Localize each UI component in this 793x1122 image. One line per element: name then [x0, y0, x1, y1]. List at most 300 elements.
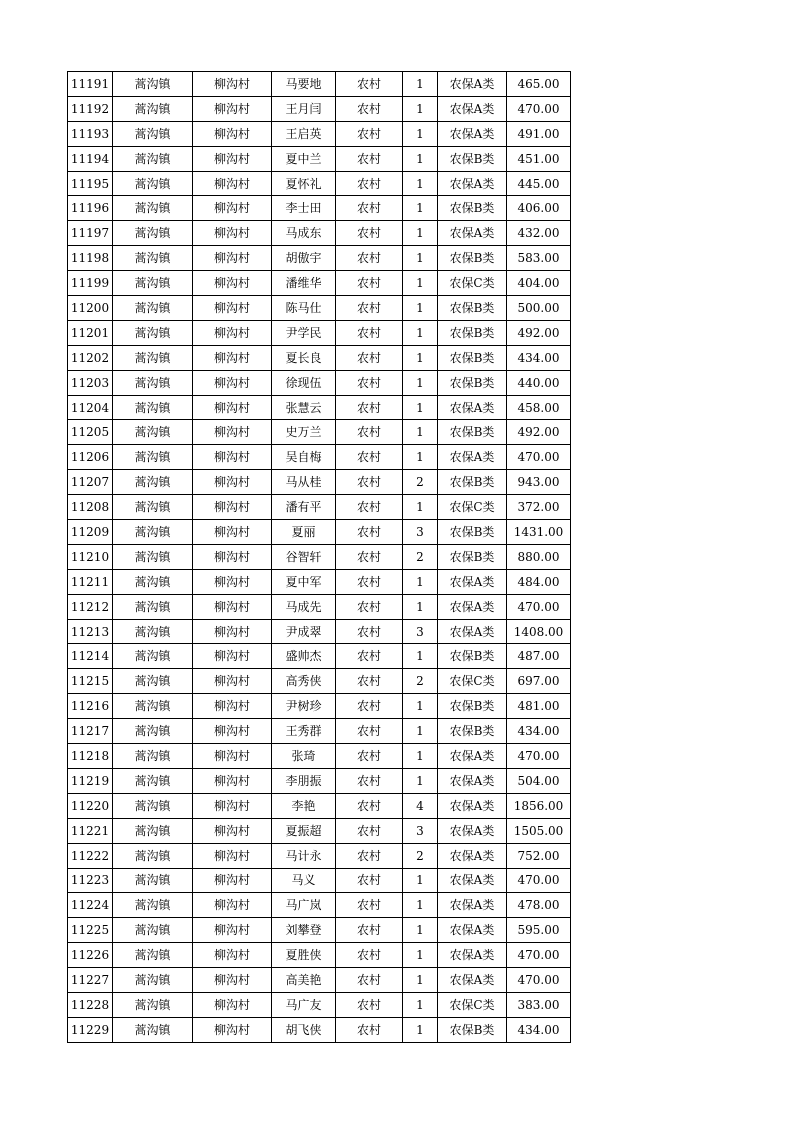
town-cell: 蒿沟镇	[113, 520, 193, 545]
amount-cell: 445.00	[507, 171, 571, 196]
town-cell: 蒿沟镇	[113, 445, 193, 470]
insurance-category-cell: 农保C类	[438, 669, 507, 694]
member-count-cell: 1	[403, 370, 438, 395]
town-cell: 蒿沟镇	[113, 818, 193, 843]
member-count-cell: 1	[403, 569, 438, 594]
town-cell: 蒿沟镇	[113, 495, 193, 520]
amount-cell: 470.00	[507, 445, 571, 470]
amount-cell: 484.00	[507, 569, 571, 594]
name-cell: 史万兰	[272, 420, 336, 445]
insurance-category-cell: 农保A类	[438, 96, 507, 121]
amount-cell: 500.00	[507, 296, 571, 321]
record-number-cell: 11201	[68, 320, 113, 345]
member-count-cell: 1	[403, 943, 438, 968]
village-cell: 柳沟村	[193, 445, 272, 470]
table-row	[68, 296, 571, 321]
name-cell: 张慧云	[272, 395, 336, 420]
village-cell: 柳沟村	[193, 420, 272, 445]
name-cell: 高美艳	[272, 968, 336, 993]
roster-body	[68, 72, 571, 1043]
insurance-category-cell: 农保B类	[438, 370, 507, 395]
record-number-cell: 11195	[68, 171, 113, 196]
member-count-cell: 1	[403, 992, 438, 1017]
insurance-category-cell: 农保B类	[438, 644, 507, 669]
member-count-cell: 1	[403, 868, 438, 893]
table-row	[68, 818, 571, 843]
household-type-cell: 农村	[336, 918, 403, 943]
name-cell: 高秀侠	[272, 669, 336, 694]
name-cell: 马从桂	[272, 470, 336, 495]
town-cell: 蒿沟镇	[113, 470, 193, 495]
household-type-cell: 农村	[336, 694, 403, 719]
amount-cell: 880.00	[507, 544, 571, 569]
member-count-cell: 1	[403, 171, 438, 196]
amount-cell: 372.00	[507, 495, 571, 520]
name-cell: 王月闫	[272, 96, 336, 121]
insurance-category-cell: 农保A类	[438, 72, 507, 97]
village-cell: 柳沟村	[193, 395, 272, 420]
household-type-cell: 农村	[336, 146, 403, 171]
table-row	[68, 868, 571, 893]
insurance-category-cell: 农保B类	[438, 246, 507, 271]
town-cell: 蒿沟镇	[113, 694, 193, 719]
village-cell: 柳沟村	[193, 271, 272, 296]
amount-cell: 465.00	[507, 72, 571, 97]
amount-cell: 492.00	[507, 320, 571, 345]
amount-cell: 440.00	[507, 370, 571, 395]
town-cell: 蒿沟镇	[113, 768, 193, 793]
amount-cell: 487.00	[507, 644, 571, 669]
town-cell: 蒿沟镇	[113, 171, 193, 196]
amount-cell: 470.00	[507, 96, 571, 121]
village-cell: 柳沟村	[193, 296, 272, 321]
amount-cell: 504.00	[507, 768, 571, 793]
household-type-cell: 农村	[336, 196, 403, 221]
member-count-cell: 1	[403, 445, 438, 470]
insurance-category-cell: 农保A类	[438, 569, 507, 594]
member-count-cell: 2	[403, 843, 438, 868]
member-count-cell: 2	[403, 470, 438, 495]
record-number-cell: 11197	[68, 221, 113, 246]
name-cell: 夏振超	[272, 818, 336, 843]
member-count-cell: 1	[403, 271, 438, 296]
name-cell: 潘有平	[272, 495, 336, 520]
village-cell: 柳沟村	[193, 146, 272, 171]
table-row	[68, 594, 571, 619]
town-cell: 蒿沟镇	[113, 96, 193, 121]
insurance-category-cell: 农保C类	[438, 992, 507, 1017]
town-cell: 蒿沟镇	[113, 594, 193, 619]
table-row	[68, 544, 571, 569]
member-count-cell: 1	[403, 694, 438, 719]
table-row	[68, 943, 571, 968]
member-count-cell: 1	[403, 72, 438, 97]
table-row	[68, 495, 571, 520]
name-cell: 马成先	[272, 594, 336, 619]
member-count-cell: 1	[403, 296, 438, 321]
table-row	[68, 918, 571, 943]
household-type-cell: 农村	[336, 768, 403, 793]
name-cell: 谷智轩	[272, 544, 336, 569]
village-cell: 柳沟村	[193, 72, 272, 97]
member-count-cell: 3	[403, 619, 438, 644]
town-cell: 蒿沟镇	[113, 719, 193, 744]
record-number-cell: 11202	[68, 345, 113, 370]
household-type-cell: 农村	[336, 470, 403, 495]
insurance-category-cell: 农保A类	[438, 943, 507, 968]
member-count-cell: 1	[403, 146, 438, 171]
record-number-cell: 11224	[68, 893, 113, 918]
member-count-cell: 1	[403, 1017, 438, 1042]
household-type-cell: 农村	[336, 221, 403, 246]
name-cell: 夏中兰	[272, 146, 336, 171]
insurance-category-cell: 农保B类	[438, 296, 507, 321]
amount-cell: 478.00	[507, 893, 571, 918]
village-cell: 柳沟村	[193, 619, 272, 644]
name-cell: 张琦	[272, 744, 336, 769]
household-type-cell: 农村	[336, 818, 403, 843]
village-cell: 柳沟村	[193, 644, 272, 669]
insurance-category-cell: 农保A类	[438, 843, 507, 868]
member-count-cell: 1	[403, 320, 438, 345]
town-cell: 蒿沟镇	[113, 744, 193, 769]
record-number-cell: 11221	[68, 818, 113, 843]
record-number-cell: 11203	[68, 370, 113, 395]
household-type-cell: 农村	[336, 992, 403, 1017]
town-cell: 蒿沟镇	[113, 918, 193, 943]
amount-cell: 481.00	[507, 694, 571, 719]
record-number-cell: 11194	[68, 146, 113, 171]
village-cell: 柳沟村	[193, 768, 272, 793]
member-count-cell: 2	[403, 669, 438, 694]
name-cell: 尹树珍	[272, 694, 336, 719]
household-type-cell: 农村	[336, 644, 403, 669]
name-cell: 盛帅杰	[272, 644, 336, 669]
town-cell: 蒿沟镇	[113, 246, 193, 271]
village-cell: 柳沟村	[193, 370, 272, 395]
household-type-cell: 农村	[336, 495, 403, 520]
insurance-category-cell: 农保C类	[438, 495, 507, 520]
town-cell: 蒿沟镇	[113, 992, 193, 1017]
table-row	[68, 72, 571, 97]
member-count-cell: 1	[403, 768, 438, 793]
amount-cell: 492.00	[507, 420, 571, 445]
name-cell: 夏丽	[272, 520, 336, 545]
table-row	[68, 744, 571, 769]
household-type-cell: 农村	[336, 395, 403, 420]
table-row	[68, 669, 571, 694]
town-cell: 蒿沟镇	[113, 370, 193, 395]
village-cell: 柳沟村	[193, 793, 272, 818]
table-row	[68, 694, 571, 719]
name-cell: 夏长良	[272, 345, 336, 370]
name-cell: 王启英	[272, 121, 336, 146]
member-count-cell: 1	[403, 246, 438, 271]
town-cell: 蒿沟镇	[113, 1017, 193, 1042]
table-row	[68, 246, 571, 271]
table-row	[68, 992, 571, 1017]
village-cell: 柳沟村	[193, 96, 272, 121]
insurance-category-cell: 农保B类	[438, 719, 507, 744]
record-number-cell: 11220	[68, 793, 113, 818]
record-number-cell: 11191	[68, 72, 113, 97]
name-cell: 陈马仕	[272, 296, 336, 321]
insurance-category-cell: 农保A类	[438, 968, 507, 993]
town-cell: 蒿沟镇	[113, 121, 193, 146]
household-type-cell: 农村	[336, 594, 403, 619]
insurance-category-cell: 农保A类	[438, 918, 507, 943]
insurance-category-cell: 农保A类	[438, 121, 507, 146]
table-row	[68, 793, 571, 818]
town-cell: 蒿沟镇	[113, 968, 193, 993]
member-count-cell: 3	[403, 520, 438, 545]
table-row	[68, 619, 571, 644]
village-cell: 柳沟村	[193, 968, 272, 993]
table-row	[68, 768, 571, 793]
record-number-cell: 11204	[68, 395, 113, 420]
insurance-category-cell: 农保B类	[438, 345, 507, 370]
record-number-cell: 11209	[68, 520, 113, 545]
name-cell: 徐现伍	[272, 370, 336, 395]
table-row	[68, 221, 571, 246]
record-number-cell: 11205	[68, 420, 113, 445]
household-type-cell: 农村	[336, 544, 403, 569]
record-number-cell: 11208	[68, 495, 113, 520]
table-row	[68, 121, 571, 146]
record-number-cell: 11198	[68, 246, 113, 271]
household-type-cell: 农村	[336, 520, 403, 545]
member-count-cell: 1	[403, 96, 438, 121]
village-cell: 柳沟村	[193, 544, 272, 569]
member-count-cell: 4	[403, 793, 438, 818]
member-count-cell: 1	[403, 420, 438, 445]
record-number-cell: 11228	[68, 992, 113, 1017]
amount-cell: 434.00	[507, 1017, 571, 1042]
name-cell: 马广友	[272, 992, 336, 1017]
town-cell: 蒿沟镇	[113, 943, 193, 968]
insurance-category-cell: 农保B类	[438, 1017, 507, 1042]
town-cell: 蒿沟镇	[113, 893, 193, 918]
record-number-cell: 11199	[68, 271, 113, 296]
insurance-category-cell: 农保B类	[438, 420, 507, 445]
table-row	[68, 968, 571, 993]
insurance-category-cell: 农保A类	[438, 893, 507, 918]
record-number-cell: 11223	[68, 868, 113, 893]
insurance-category-cell: 农保A类	[438, 868, 507, 893]
insurance-category-cell: 农保B类	[438, 544, 507, 569]
table-row	[68, 146, 571, 171]
member-count-cell: 1	[403, 594, 438, 619]
amount-cell: 583.00	[507, 246, 571, 271]
household-type-cell: 农村	[336, 1017, 403, 1042]
table-row	[68, 719, 571, 744]
town-cell: 蒿沟镇	[113, 72, 193, 97]
insurance-category-cell: 农保A类	[438, 445, 507, 470]
town-cell: 蒿沟镇	[113, 793, 193, 818]
amount-cell: 383.00	[507, 992, 571, 1017]
village-cell: 柳沟村	[193, 470, 272, 495]
table-row	[68, 345, 571, 370]
insurance-category-cell: 农保B类	[438, 694, 507, 719]
name-cell: 胡飞侠	[272, 1017, 336, 1042]
table-row	[68, 445, 571, 470]
member-count-cell: 1	[403, 221, 438, 246]
insurance-category-cell: 农保B类	[438, 146, 507, 171]
village-cell: 柳沟村	[193, 918, 272, 943]
member-count-cell: 1	[403, 918, 438, 943]
member-count-cell: 1	[403, 644, 438, 669]
record-number-cell: 11218	[68, 744, 113, 769]
household-type-cell: 农村	[336, 793, 403, 818]
town-cell: 蒿沟镇	[113, 296, 193, 321]
amount-cell: 491.00	[507, 121, 571, 146]
roster-table	[67, 71, 571, 1043]
insurance-category-cell: 农保A类	[438, 619, 507, 644]
village-cell: 柳沟村	[193, 495, 272, 520]
member-count-cell: 2	[403, 544, 438, 569]
member-count-cell: 3	[403, 818, 438, 843]
name-cell: 尹成翠	[272, 619, 336, 644]
member-count-cell: 1	[403, 744, 438, 769]
name-cell: 王秀群	[272, 719, 336, 744]
town-cell: 蒿沟镇	[113, 196, 193, 221]
village-cell: 柳沟村	[193, 246, 272, 271]
village-cell: 柳沟村	[193, 943, 272, 968]
member-count-cell: 1	[403, 196, 438, 221]
amount-cell: 434.00	[507, 345, 571, 370]
town-cell: 蒿沟镇	[113, 544, 193, 569]
household-type-cell: 农村	[336, 843, 403, 868]
amount-cell: 432.00	[507, 221, 571, 246]
amount-cell: 470.00	[507, 594, 571, 619]
amount-cell: 943.00	[507, 470, 571, 495]
table-row	[68, 171, 571, 196]
table-row	[68, 569, 571, 594]
household-type-cell: 农村	[336, 246, 403, 271]
record-number-cell: 11196	[68, 196, 113, 221]
record-number-cell: 11206	[68, 445, 113, 470]
insurance-category-cell: 农保A类	[438, 594, 507, 619]
town-cell: 蒿沟镇	[113, 619, 193, 644]
village-cell: 柳沟村	[193, 196, 272, 221]
amount-cell: 470.00	[507, 868, 571, 893]
insurance-category-cell: 农保B类	[438, 520, 507, 545]
table-row	[68, 893, 571, 918]
town-cell: 蒿沟镇	[113, 868, 193, 893]
household-type-cell: 农村	[336, 296, 403, 321]
amount-cell: 458.00	[507, 395, 571, 420]
household-type-cell: 农村	[336, 445, 403, 470]
amount-cell: 404.00	[507, 271, 571, 296]
record-number-cell: 11192	[68, 96, 113, 121]
table-row	[68, 96, 571, 121]
insurance-category-cell: 农保B类	[438, 470, 507, 495]
table-row	[68, 271, 571, 296]
record-number-cell: 11226	[68, 943, 113, 968]
amount-cell: 1856.00	[507, 793, 571, 818]
town-cell: 蒿沟镇	[113, 569, 193, 594]
insurance-category-cell: 农保B类	[438, 320, 507, 345]
village-cell: 柳沟村	[193, 121, 272, 146]
village-cell: 柳沟村	[193, 171, 272, 196]
amount-cell: 752.00	[507, 843, 571, 868]
table-row	[68, 370, 571, 395]
village-cell: 柳沟村	[193, 868, 272, 893]
household-type-cell: 农村	[336, 420, 403, 445]
household-type-cell: 农村	[336, 72, 403, 97]
name-cell: 李艳	[272, 793, 336, 818]
name-cell: 夏中军	[272, 569, 336, 594]
insurance-category-cell: 农保A类	[438, 818, 507, 843]
record-number-cell: 11215	[68, 669, 113, 694]
amount-cell: 1431.00	[507, 520, 571, 545]
household-type-cell: 农村	[336, 271, 403, 296]
town-cell: 蒿沟镇	[113, 345, 193, 370]
household-type-cell: 农村	[336, 744, 403, 769]
member-count-cell: 1	[403, 345, 438, 370]
member-count-cell: 1	[403, 968, 438, 993]
name-cell: 胡傲宇	[272, 246, 336, 271]
record-number-cell: 11229	[68, 1017, 113, 1042]
record-number-cell: 11219	[68, 768, 113, 793]
village-cell: 柳沟村	[193, 221, 272, 246]
name-cell: 尹学民	[272, 320, 336, 345]
town-cell: 蒿沟镇	[113, 843, 193, 868]
household-type-cell: 农村	[336, 943, 403, 968]
record-number-cell: 11211	[68, 569, 113, 594]
village-cell: 柳沟村	[193, 694, 272, 719]
village-cell: 柳沟村	[193, 594, 272, 619]
member-count-cell: 1	[403, 495, 438, 520]
name-cell: 马成东	[272, 221, 336, 246]
town-cell: 蒿沟镇	[113, 271, 193, 296]
village-cell: 柳沟村	[193, 569, 272, 594]
insurance-category-cell: 农保B类	[438, 196, 507, 221]
record-number-cell: 11200	[68, 296, 113, 321]
name-cell: 马广岚	[272, 893, 336, 918]
record-number-cell: 11213	[68, 619, 113, 644]
table-row	[68, 470, 571, 495]
amount-cell: 470.00	[507, 943, 571, 968]
amount-cell: 1408.00	[507, 619, 571, 644]
village-cell: 柳沟村	[193, 669, 272, 694]
insurance-category-cell: 农保A类	[438, 171, 507, 196]
household-type-cell: 农村	[336, 171, 403, 196]
household-type-cell: 农村	[336, 619, 403, 644]
town-cell: 蒿沟镇	[113, 146, 193, 171]
table-row	[68, 1017, 571, 1042]
village-cell: 柳沟村	[193, 520, 272, 545]
name-cell: 刘攀登	[272, 918, 336, 943]
member-count-cell: 1	[403, 893, 438, 918]
amount-cell: 451.00	[507, 146, 571, 171]
insurance-category-cell: 农保A类	[438, 395, 507, 420]
village-cell: 柳沟村	[193, 843, 272, 868]
name-cell: 马义	[272, 868, 336, 893]
name-cell: 李士田	[272, 196, 336, 221]
household-type-cell: 农村	[336, 121, 403, 146]
amount-cell: 470.00	[507, 968, 571, 993]
town-cell: 蒿沟镇	[113, 644, 193, 669]
name-cell: 马计永	[272, 843, 336, 868]
table-row	[68, 395, 571, 420]
amount-cell: 434.00	[507, 719, 571, 744]
record-number-cell: 11212	[68, 594, 113, 619]
record-number-cell: 11210	[68, 544, 113, 569]
amount-cell: 470.00	[507, 744, 571, 769]
household-type-cell: 农村	[336, 719, 403, 744]
record-number-cell: 11214	[68, 644, 113, 669]
